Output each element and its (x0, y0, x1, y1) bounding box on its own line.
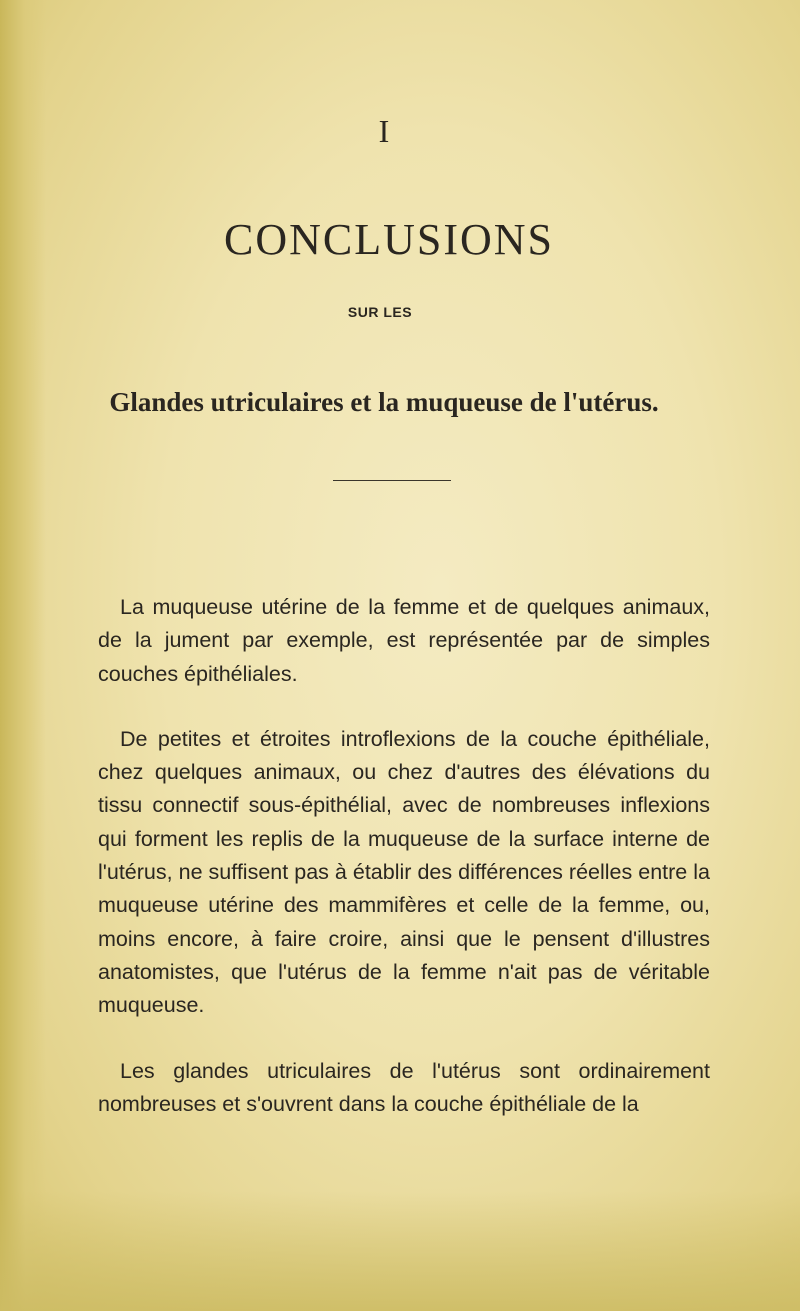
body-text (98, 591, 710, 1153)
page-edge-shadow (0, 0, 46, 1311)
page-bottom-shadow (0, 1191, 800, 1311)
divider-rule (333, 480, 451, 481)
paragraph-2: De petites et étroites introflexions de la couche épithéliale, chez quelques animaux, ou chez d'autres des élévations du tissu connectif sous-épithélial, avec de nombreuses inflexions qui forment les replis de la muqueuse de la surface interne de l'utérus, ne suffisent pas à établir des différences réelles entre la muqueuse utérine des mammifères et celle de la femme, ou, moins encore, à faire croire, ainsi que le pensent d'illustres anatomistes, que l'utérus de la femme n'ait pas de véritable muqueuse. (98, 726, 710, 1018)
paragraph-1: La muqueuse utérine de la femme et de quelques animaux, de la jument par exemple, est représentée par de simples couches épithéliales. (98, 595, 710, 686)
subtitle: SUR LES (347, 304, 413, 320)
page-title: CONCLUSIONS (223, 215, 555, 264)
paragraph-3: Les glandes utriculaires de l'utérus sont ordinairement nombreuses et s'ouvrent dans la couche épithéliale de la (98, 1058, 710, 1116)
chapter-number: I (378, 113, 390, 149)
section-heading: Glandes utriculaires et la muqueuse de l'utérus. (109, 387, 659, 417)
